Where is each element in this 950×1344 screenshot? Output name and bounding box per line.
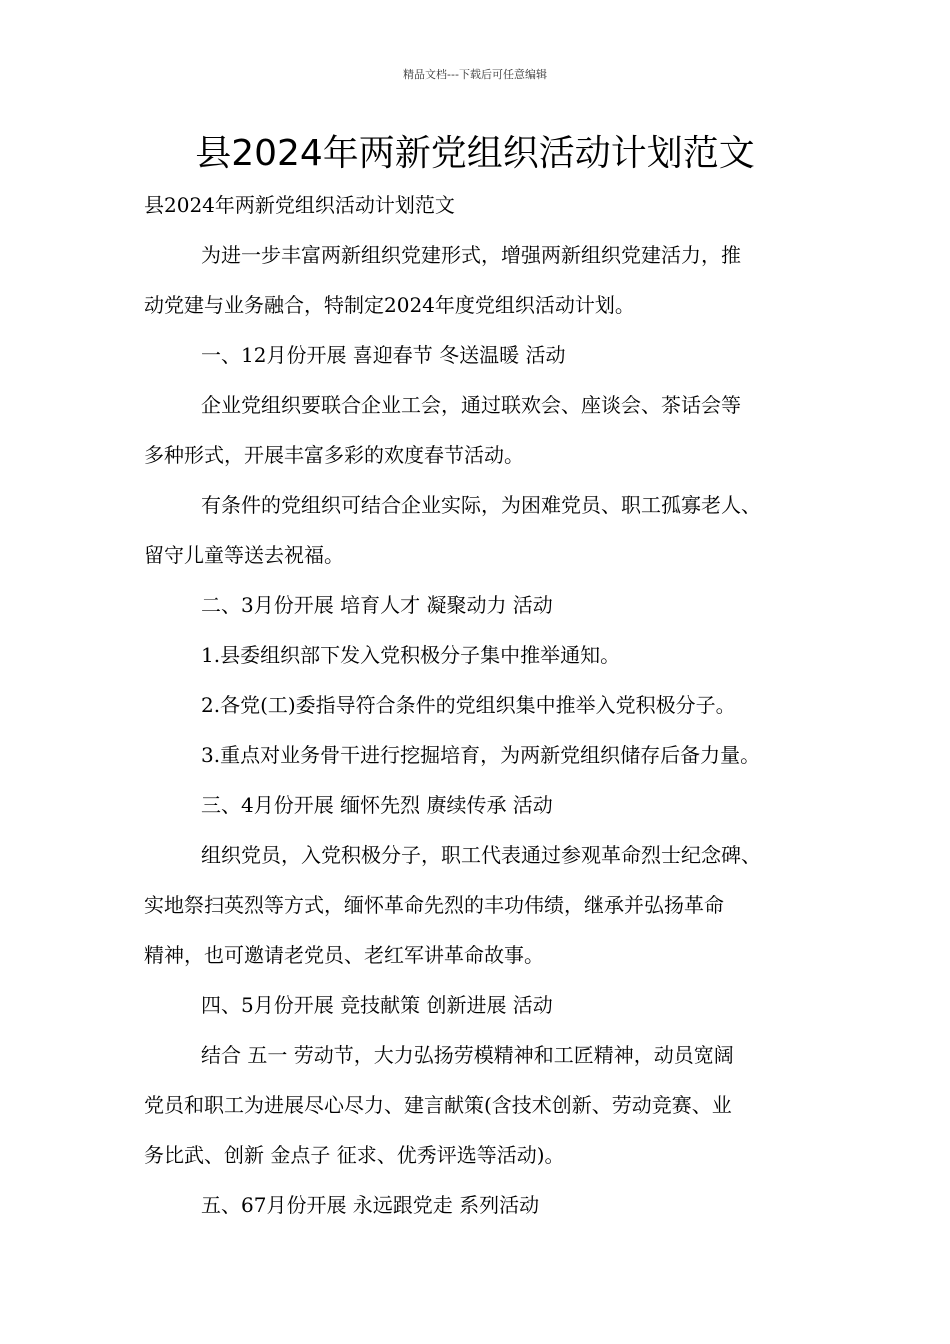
section-heading: 四、5月份开展 竞技献策 创新进展 活动	[201, 993, 553, 1017]
paragraph-line: 党员和职工为进展尽心尽力、建言献策(含技术创新、劳动竞赛、业	[144, 1093, 732, 1117]
paragraph-line: 精神，也可邀请老党员、老红军讲革命故事。	[144, 943, 544, 967]
paragraph-line: 动党建与业务融合，特制定2024年度党组织活动计划。	[144, 293, 635, 317]
section-heading: 一、12月份开展 喜迎春节 冬送温暖 活动	[201, 343, 566, 367]
paragraph-line: 为进一步丰富两新组织党建形式，增强两新组织党建活力，推	[201, 243, 741, 267]
list-item: 3.重点对业务骨干进行挖掘培育，为两新党组织储存后备力量。	[201, 743, 761, 767]
list-item: 2.各党(工)委指导符合条件的党组织集中推举入党积极分子。	[201, 693, 736, 717]
section-heading: 五、67月份开展 永远跟党走 系列活动	[201, 1193, 540, 1217]
paragraph-line: 留守儿童等送去祝福。	[144, 543, 344, 567]
paragraph-line: 结合 五一 劳动节，大力弘扬劳模精神和工匠精神，动员宽阔	[201, 1043, 734, 1067]
section-heading: 三、4月份开展 缅怀先烈 赓续传承 活动	[201, 793, 553, 817]
paragraph-line: 企业党组织要联合企业工会，通过联欢会、座谈会、茶话会等	[201, 393, 741, 417]
paragraph-line: 实地祭扫英烈等方式，缅怀革命先烈的丰功伟绩，继承并弘扬革命	[144, 893, 724, 917]
paragraph-line: 组织党员，入党积极分子，职工代表通过参观革命烈士纪念碑、	[201, 843, 761, 867]
list-item: 1.县委组织部下发入党积极分子集中推举通知。	[201, 643, 621, 667]
page-header-note: 精品文档---下载后可任意编辑	[403, 68, 547, 81]
paragraph-line: 有条件的党组织可结合企业实际，为困难党员、职工孤寡老人、	[201, 493, 761, 517]
paragraph-line: 多种形式，开展丰富多彩的欢度春节活动。	[144, 443, 524, 467]
paragraph-line: 务比武、创新 金点子 征求、优秀评选等活动)。	[144, 1143, 565, 1167]
section-heading: 二、3月份开展 培育人才 凝聚动力 活动	[201, 593, 553, 617]
document-body	[144, 180, 814, 1230]
document-title: 县2024年两新党组织活动计划范文	[195, 133, 755, 174]
paragraph-line: 县2024年两新党组织活动计划范文	[144, 193, 455, 217]
